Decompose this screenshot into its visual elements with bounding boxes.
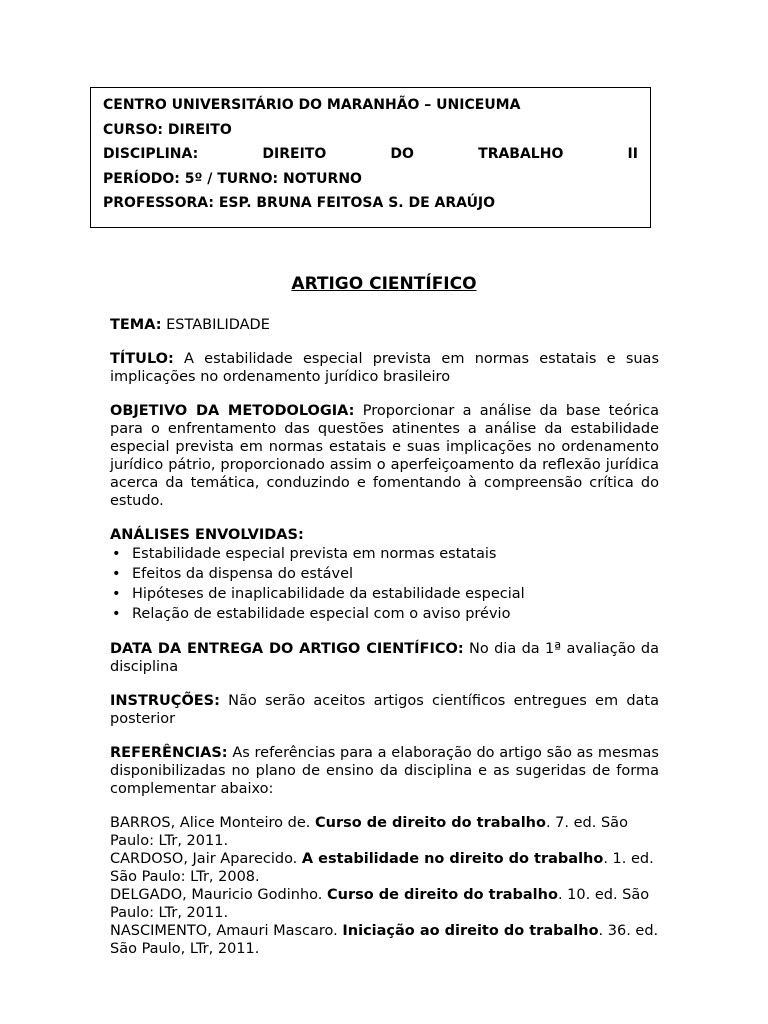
- data-entrega-label: DATA DA ENTREGA DO ARTIGO CIENTÍFICO:: [110, 641, 464, 657]
- instrucoes-text: Não serão aceitos artigos científicos entregues em data posterior: [110, 693, 659, 727]
- discipline-word: DO: [390, 146, 414, 162]
- document-body: [110, 316, 659, 958]
- list-item: • Relação de estabilidade especial com o aviso prévio: [112, 606, 511, 622]
- list-item: • Efeitos da dispensa do estável: [112, 566, 354, 582]
- instrucoes-label: INSTRUÇÕES:: [110, 693, 220, 709]
- list-item: • Estabilidade especial prevista em normas estatais: [112, 546, 497, 562]
- reference-entry: BARROS, Alice Monteiro de. Curso de direito do trabalho. 7. ed. São Paulo: LTr, 2011.: [110, 815, 628, 849]
- reference-title: Iniciação ao direito do trabalho: [342, 923, 599, 939]
- discipline-line: [103, 142, 638, 167]
- objetivo-label: OBJETIVO DA METODOLOGIA:: [110, 403, 355, 419]
- period-line: PERÍODO: 5º / TURNO: NOTURNO: [103, 170, 362, 187]
- reference-entry: DELGADO, Mauricio Godinho. Curso de direito do trabalho. 10. ed. São Paulo: LTr, 2011.: [110, 887, 650, 921]
- discipline-word: DISCIPLINA:: [103, 146, 199, 162]
- discipline-word: DIREITO: [262, 146, 327, 162]
- instrucoes-paragraph: [110, 692, 659, 728]
- referencias-label: REFERÊNCIAS:: [110, 745, 228, 761]
- tema-label: TEMA:: [110, 317, 162, 333]
- objetivo-text: Proporcionar a análise da base teórica para o enfrentamento das questões atinentes a análise da estabilidade especial prevista em normas estatais e suas implicações no ordenamento jurídico pátrio, proporcionado assim o aperfeiçoamento da reflexão jurídica acerca da temática, conduzindo e fomentando à compreensão crítica do estudo.: [110, 403, 659, 509]
- referencias-paragraph: [110, 744, 659, 798]
- bullet-icon: •: [112, 586, 121, 602]
- bullet-icon: •: [112, 546, 121, 562]
- titulo-text: A estabilidade especial prevista em normas estatais e suas implicações no ordenamento jurídico brasileiro: [110, 351, 659, 385]
- bullet-icon: •: [112, 566, 121, 582]
- bullet-icon: •: [112, 606, 121, 622]
- tema-paragraph: [110, 316, 659, 334]
- reference-title: A estabilidade no direito do trabalho: [301, 851, 604, 867]
- analises-heading: ANÁLISES ENVOLVIDAS:: [110, 527, 304, 543]
- reference-list: [110, 814, 659, 958]
- professor-line: PROFESSORA: ESP. BRUNA FEITOSA S. DE ARAÚJO: [103, 195, 496, 211]
- titulo-label: TÍTULO:: [110, 351, 174, 367]
- data-entrega-paragraph: [110, 640, 659, 676]
- reference-title: Curso de direito do trabalho: [315, 815, 546, 831]
- course-line: CURSO: DIREITO: [103, 121, 232, 138]
- institution-line: CENTRO UNIVERSITÁRIO DO MARANHÃO – UNICEUMA: [103, 97, 521, 113]
- discipline-word: II: [627, 146, 638, 162]
- discipline-word: TRABALHO: [478, 146, 564, 162]
- list-item: • Hipóteses de inaplicabilidade da estabilidade especial: [112, 586, 525, 602]
- tema-text: ESTABILIDADE: [161, 317, 270, 333]
- reference-entry: CARDOSO, Jair Aparecido. A estabilidade no direito do trabalho. 1. ed. São Paulo: LTr, 2008.: [110, 851, 654, 885]
- titulo-paragraph: [110, 350, 659, 386]
- reference-title: Curso de direito do trabalho: [326, 887, 558, 903]
- objetivo-paragraph: [110, 402, 659, 510]
- data-entrega-text: No dia da 1ª avaliação da disciplina: [110, 641, 659, 675]
- document-title: ARTIGO CIENTÍFICO: [291, 274, 477, 294]
- reference-entry: NASCIMENTO, Amauri Mascaro. Iniciação ao direito do trabalho. 36. ed. São Paulo, LTr, 2011.: [110, 923, 659, 957]
- analises-list: [110, 544, 659, 624]
- referencias-text: As referências para a elaboração do artigo são as mesmas disponibilizadas no plano de ensino da disciplina e as sugeridas de forma complementar abaixo:: [110, 745, 659, 797]
- header-box: [90, 87, 651, 228]
